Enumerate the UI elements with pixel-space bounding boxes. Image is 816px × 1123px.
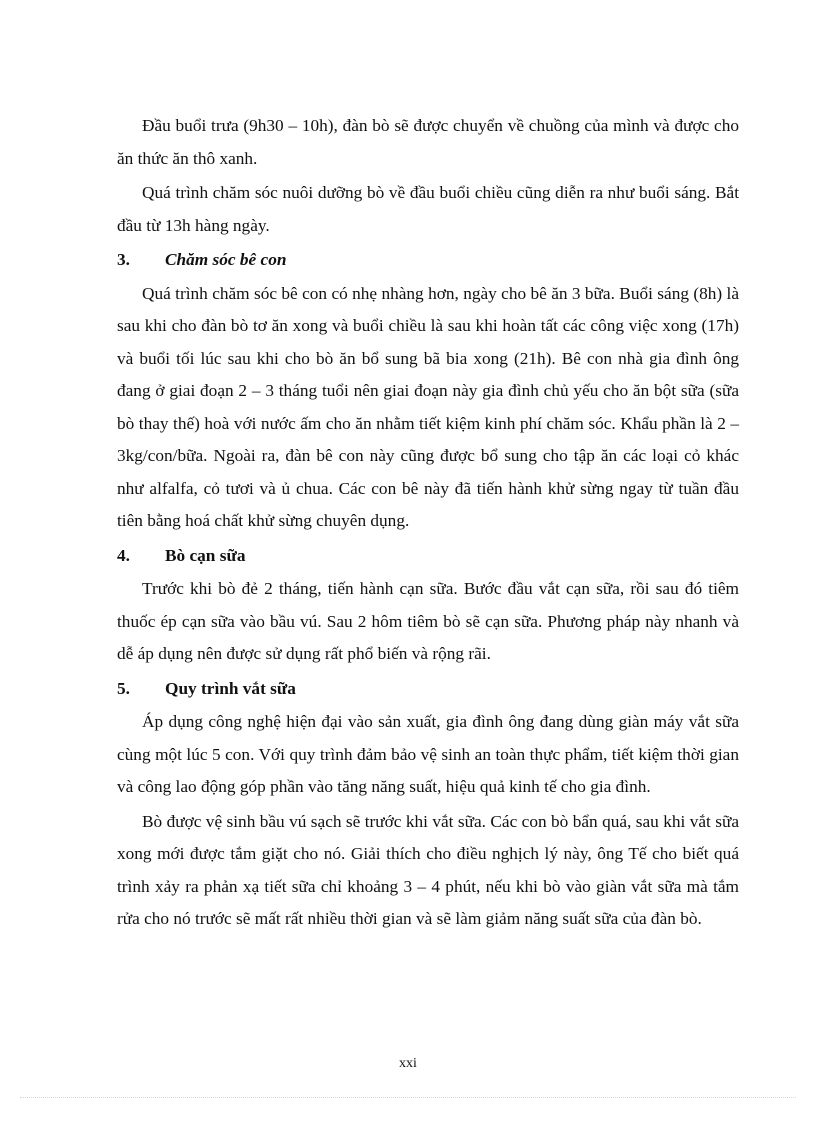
paragraph: Trước khi bò đẻ 2 tháng, tiến hành cạn sữa. Bước đầu vắt cạn sữa, rồi sau đó tiêm thuốc ép cạn sữa vào bầu vú. Sau 2 hôm tiêm bò sẽ cạn sữa. Phương pháp này nhanh và dễ áp dụng nên được sử dụng rất phổ biến và rộng rãi. <box>117 579 739 663</box>
section-heading-3 <box>117 244 739 277</box>
section-number: 3. <box>117 250 130 269</box>
paragraph: Bò được vệ sinh bầu vú sạch sẽ trước khi vắt sữa. Các con bò bẩn quá, sau khi vắt sữa xong mới được tắm giặt cho nó. Giải thích cho điều nghịch lý này, ông Tế cho biết quá trình xảy ra phản xạ tiết sữa chỉ khoảng 3 – 4 phút, nếu khi bò vào giàn vắt sữa mà tắm rửa cho nó trước sẽ mất rất nhiều thời gian và sẽ làm giảm năng suất sữa của đàn bò. <box>117 811 739 928</box>
section-heading-5 <box>117 673 739 706</box>
section-number: 5. <box>117 678 130 698</box>
page-number: xxi <box>399 1056 417 1071</box>
page-body <box>117 110 739 938</box>
paragraph: Áp dụng công nghệ hiện đại vào sản xuất, gia đình ông đang dùng giàn máy vắt sữa cùng một lúc 5 con. Với quy trình đảm bảo vệ sinh an toàn thực phẩm, tiết kiệm thời gian và công lao động góp phần vào tăng năng suất, hiệu quả kinh tế cho gia đình. <box>117 712 739 796</box>
paragraph: Quá trình chăm sóc bê con có nhẹ nhàng hơn, ngày cho bê ăn 3 bữa. Buổi sáng (8h) là sau khi cho đàn bò tơ ăn xong và buổi chiều là sau khi hoàn tất các công việc xong (17h) và buổi tối lúc sau khi cho bò ăn bổ sung bã bia xong (21h). Bê con nhà gia đình ông đang ở giai đoạn 2 – 3 tháng tuổi nên giai đoạn này gia đình chủ yếu cho ăn bột sữa (sữa bò thay thế) hoà với nước ấm cho ăn nhằm tiết kiệm kinh phí chăm sóc. Khẩu phần là 2 – 3kg/con/bữa. Ngoài ra, đàn bê con này cũng được bổ sung cho tập ăn các loại cỏ khác như alfalfa, cỏ tươi và ủ chua. Các con bê này đã tiến hành khử sừng ngay từ tuần đầu tiên bằng hoá chất khử sừng chuyên dụng. <box>117 283 739 530</box>
section-number: 4. <box>117 545 130 565</box>
paragraph: Quá trình chăm sóc nuôi dưỡng bò về đầu buổi chiều cũng diễn ra như buổi sáng. Bắt đầu từ 13h hàng ngày. <box>117 183 739 235</box>
section-title: Chăm sóc bê con <box>165 250 287 269</box>
section-title: Quy trình vắt sữa <box>165 678 296 698</box>
section-heading-4 <box>117 540 739 573</box>
page-bottom-divider <box>20 1097 796 1098</box>
section-title: Bò cạn sữa <box>165 545 246 565</box>
paragraph: Đầu buổi trưa (9h30 – 10h), đàn bò sẽ được chuyển về chuồng của mình và được cho ăn thức ăn thô xanh. <box>117 116 739 168</box>
